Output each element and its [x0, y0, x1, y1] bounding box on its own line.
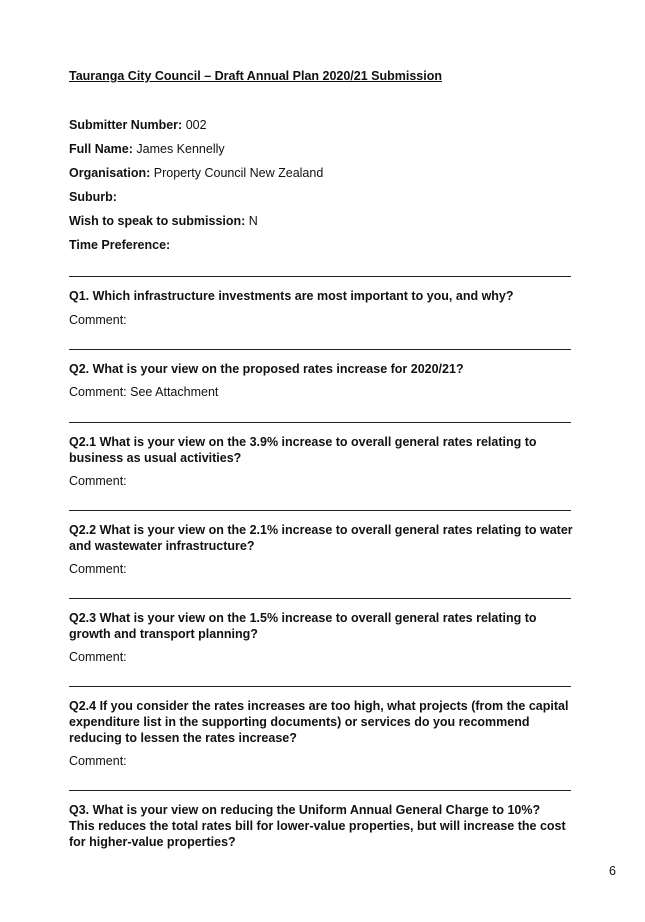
full-name-value: James Kennelly	[136, 142, 225, 156]
divider	[69, 686, 571, 687]
submitter-number-label: Submitter Number:	[69, 118, 183, 132]
speak-field	[69, 214, 258, 228]
time-preference-field	[69, 238, 170, 252]
speak-label: Wish to speak to submission:	[69, 214, 246, 228]
organisation-field	[69, 166, 323, 180]
suburb-field	[69, 190, 117, 204]
divider	[69, 598, 571, 599]
divider	[69, 790, 571, 791]
time-preference-label: Time Preference:	[69, 238, 171, 252]
comment-q1: Comment:	[69, 313, 127, 327]
full-name-label: Full Name:	[69, 142, 133, 156]
question-q1: Q1. Which infrastructure investments are most important to you, and why?	[69, 289, 514, 303]
page-number: 6	[609, 864, 616, 878]
full-name-field	[69, 142, 225, 156]
question-q2-4: Q2.4 If you consider the rates increases are too high, what projects (from the capital expenditure list in the supporting documents) or services do you recommend reducing to lessen the rates increase?	[69, 699, 569, 745]
submitter-number-value: 002	[185, 118, 207, 132]
comment-q2-3: Comment:	[69, 650, 127, 664]
document-title: Tauranga City Council – Draft Annual Plan 2020/21 Submission	[69, 69, 443, 83]
comment-q2-4: Comment:	[69, 754, 127, 768]
divider	[69, 422, 571, 423]
organisation-label: Organisation:	[69, 166, 151, 180]
comment-q2-1: Comment:	[69, 474, 127, 488]
question-q3: Q3. What is your view on reducing the Uniform Annual General Charge to 10%? This reduces the total rates bill for lower-value properties, but will increase the cost for higher-value properties?	[69, 803, 566, 849]
suburb-label: Suburb:	[69, 190, 117, 204]
submitter-number-field	[69, 118, 207, 132]
speak-value: N	[248, 214, 258, 228]
organisation-value: Property Council New Zealand	[153, 166, 324, 180]
question-q2-2: Q2.2 What is your view on the 2.1% increase to overall general rates relating to water and wastewater infrastructure?	[69, 523, 573, 553]
divider	[69, 349, 571, 350]
divider	[69, 276, 571, 277]
comment-q2: Comment: See Attachment	[69, 385, 219, 399]
question-q2: Q2. What is your view on the proposed rates increase for 2020/21?	[69, 362, 464, 376]
divider	[69, 510, 571, 511]
question-q2-3: Q2.3 What is your view on the 1.5% increase to overall general rates relating to growth and transport planning?	[69, 611, 537, 641]
question-q2-1: Q2.1 What is your view on the 3.9% increase to overall general rates relating to business as usual activities?	[69, 435, 537, 465]
comment-q2-2: Comment:	[69, 562, 127, 576]
